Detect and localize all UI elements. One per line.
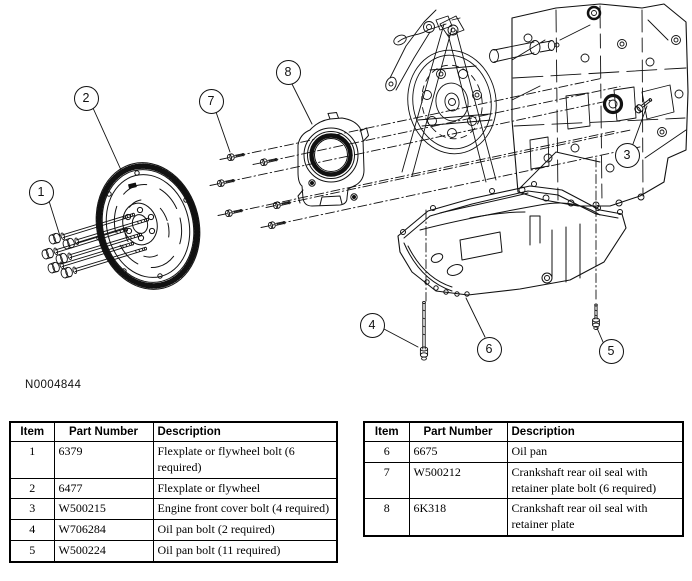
description-cell: Flexplate or flywheel: [153, 478, 337, 499]
table-row: [10, 478, 337, 499]
item-cell: 3: [10, 499, 54, 520]
header-part-number: Part Number: [409, 422, 507, 442]
callout-6: [477, 337, 502, 362]
table-row: [364, 442, 683, 463]
part-number-cell: W500215: [54, 499, 153, 520]
rear-oil-seal-plate: [298, 113, 369, 207]
table-header-row: [10, 422, 337, 442]
table-row: [10, 499, 337, 520]
header-description: Description: [153, 422, 337, 442]
callout-1: [29, 180, 54, 205]
callout-3: [615, 143, 640, 168]
header-item: Item: [364, 422, 409, 442]
flywheel: [83, 152, 213, 301]
callout-6-number: 6: [485, 342, 493, 356]
description-cell: Engine front cover bolt (4 required): [153, 499, 337, 520]
part-number-cell: 6379: [54, 442, 153, 479]
part-number-cell: 6477: [54, 478, 153, 499]
callout-4: [360, 313, 385, 338]
oil-pan: [398, 182, 626, 297]
header-part-number: Part Number: [54, 422, 153, 442]
part-number-cell: W706284: [54, 520, 153, 541]
figure-id-label: N0004844: [25, 379, 82, 391]
oil-pan-bolt-4: [420, 301, 427, 360]
callout-8: [276, 60, 301, 85]
part-number-cell: W500212: [409, 462, 507, 499]
item-cell: 6: [364, 442, 409, 463]
item-cell: 7: [364, 462, 409, 499]
table-row: [10, 541, 337, 562]
table-row: [10, 520, 337, 541]
table-row: [10, 442, 337, 479]
callout-5-number: 5: [607, 344, 615, 358]
table-row: [364, 462, 683, 499]
item-cell: 4: [10, 520, 54, 541]
part-number-cell: 6675: [409, 442, 507, 463]
table-row: [364, 499, 683, 536]
description-cell: Oil pan: [507, 442, 683, 463]
callout-2-number: 2: [82, 91, 90, 105]
description-cell: Flexplate or flywheel bolt (6 required): [153, 442, 337, 479]
description-cell: Oil pan bolt (2 required): [153, 520, 337, 541]
callout-8-number: 8: [284, 65, 292, 79]
description-cell: Crankshaft rear oil seal with retainer plate: [507, 499, 683, 536]
item-cell: 1: [10, 442, 54, 479]
oil-pan-bolt-5: [593, 304, 600, 330]
item-cell: 2: [10, 478, 54, 499]
parts-table-right: [363, 421, 684, 537]
part-number-cell: 6K318: [409, 499, 507, 536]
callout-3-number: 3: [623, 148, 631, 162]
item-cell: 5: [10, 541, 54, 562]
callout-2: [74, 86, 99, 111]
part-number-cell: W500224: [54, 541, 153, 562]
header-item: Item: [10, 422, 54, 442]
callout-4-number: 4: [368, 318, 376, 332]
callout-7: [199, 89, 224, 114]
callout-5: [599, 339, 624, 364]
description-cell: Crankshaft rear oil seal with retainer plate bolt (6 required): [507, 462, 683, 499]
engine-block: [384, 4, 688, 208]
alignment-centerlines: [207, 79, 640, 302]
callout-7-number: 7: [207, 94, 215, 108]
flywheel-bolts: [41, 210, 150, 279]
header-description: Description: [507, 422, 683, 442]
callout-1-number: 1: [37, 185, 45, 199]
description-cell: Oil pan bolt (11 required): [153, 541, 337, 562]
parts-table-left: [9, 421, 338, 563]
table-header-row: [364, 422, 683, 442]
item-cell: 8: [364, 499, 409, 536]
retainer-plate-bolts: [217, 151, 291, 229]
